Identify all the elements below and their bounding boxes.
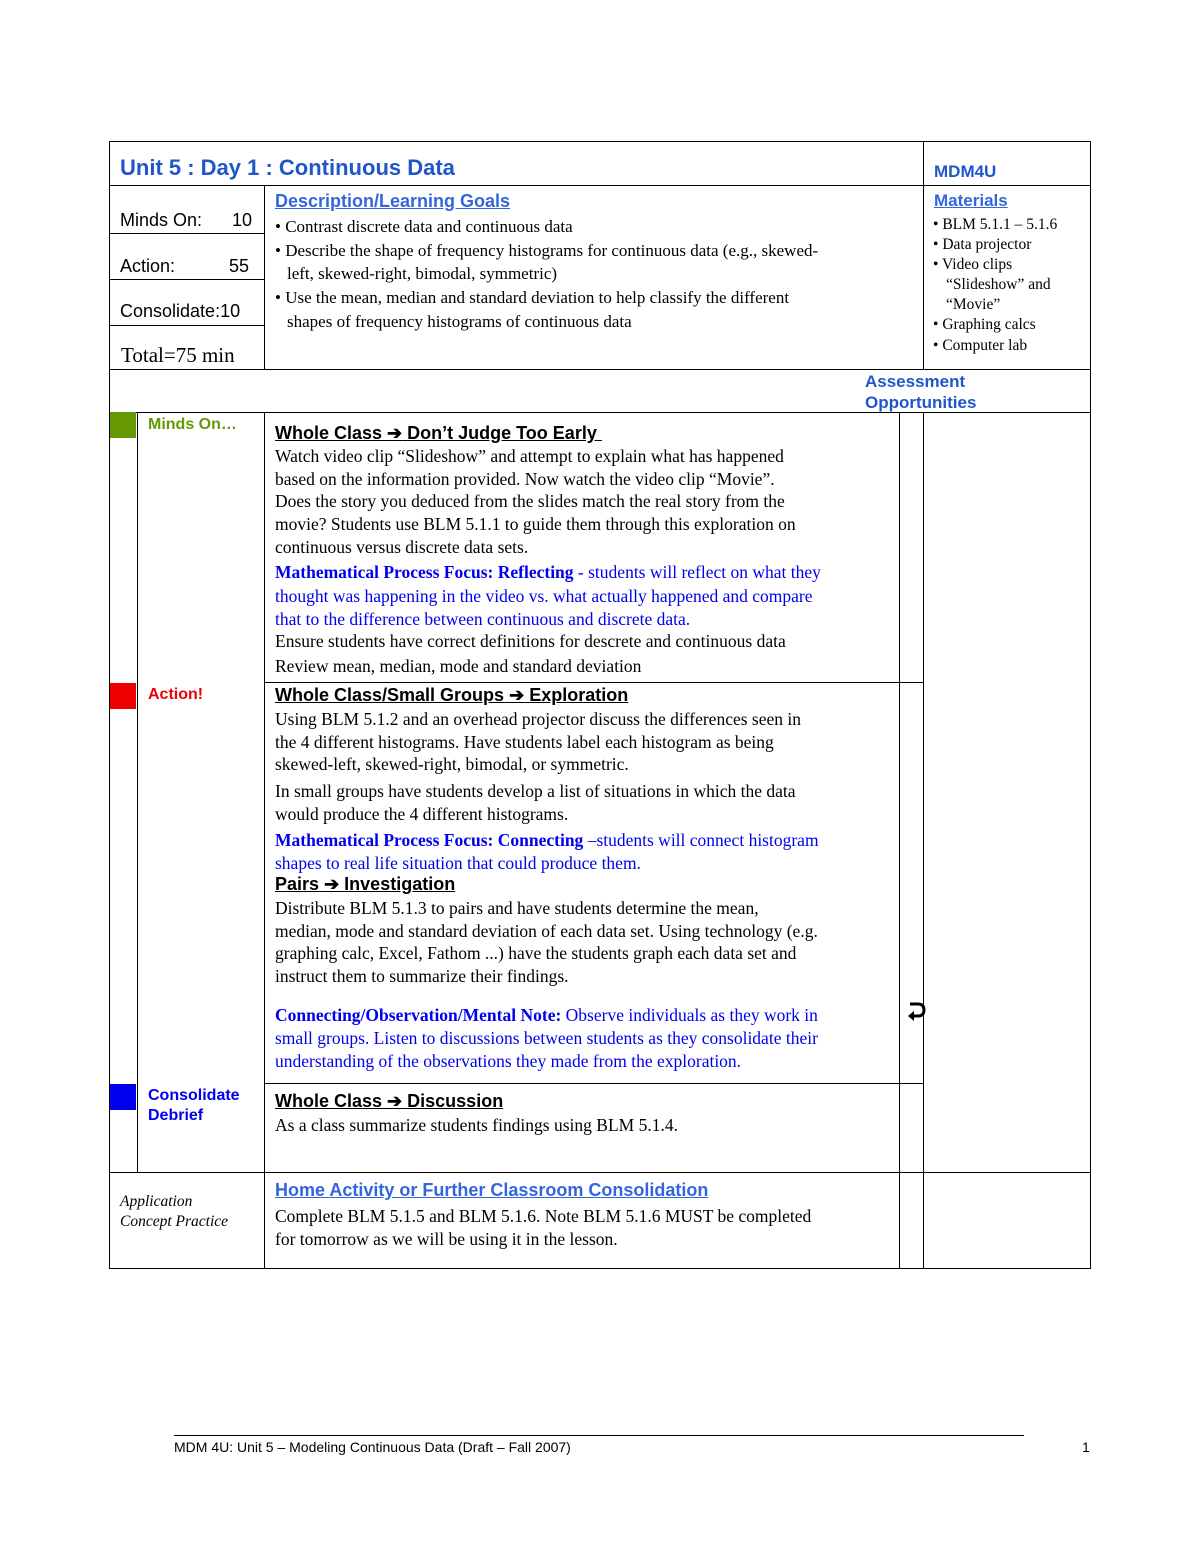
material-item: • Video clips: [933, 256, 1013, 273]
material-item: • Computer lab: [933, 337, 1028, 354]
goal-item-continued: left, skewed-right, bimodal, symmetric): [287, 264, 558, 283]
text-line: thought was happening in the video vs. what actually happened and compare: [275, 586, 813, 606]
action-label: Action!: [148, 686, 204, 703]
text-line: for tomorrow as we will be using it in the lesson.: [275, 1229, 618, 1249]
curved-arrow-icon: [905, 999, 929, 1025]
text-line: Ensure students have correct definitions for descrete and continuous data: [275, 631, 786, 651]
materials-heading: Materials: [934, 191, 1008, 210]
right-arrow-icon: ➔: [387, 423, 403, 443]
minds-on-time-label: Minds On:: [120, 210, 203, 230]
home-label: Application Concept Practice: [120, 1193, 229, 1230]
text-line: median, mode and standard deviation of each data set. Using technology (e.g.: [275, 921, 818, 941]
process-focus: Mathematical Process Focus: Connecting –students will connect histogram: [275, 830, 819, 850]
footer-text: MDM 4U: Unit 5 – Modeling Continuous Data (Draft – Fall 2007): [174, 1439, 571, 1455]
observation-note: Connecting/Observation/Mental Note: Observe individuals as they work in: [275, 1005, 818, 1025]
text-line: continuous versus discrete data sets.: [275, 537, 529, 557]
text-line: Review mean, median, mode and standard deviation: [275, 656, 642, 676]
text-line: that to the difference between continuous and discrete data.: [275, 609, 691, 629]
consolidate-heading: Whole Class ➔ Discussion: [275, 1091, 504, 1111]
material-item: • BLM 5.1.1 – 5.1.6: [933, 216, 1058, 233]
pairs-heading: Pairs ➔ Investigation: [275, 874, 456, 894]
goals-heading: Description/Learning Goals: [275, 191, 511, 211]
text-line: Distribute BLM 5.1.3 to pairs and have students determine the mean,: [275, 898, 759, 918]
right-arrow-icon: ➔: [324, 874, 340, 894]
material-item: • Graphing calcs: [933, 316, 1036, 333]
action-heading: Whole Class/Small Groups ➔ Exploration: [275, 685, 629, 705]
consolidate-time: Consolidate:10: [120, 301, 241, 321]
text-line: understanding of the observations they made from the exploration.: [275, 1051, 742, 1071]
text-line: skewed-left, skewed-right, bimodal, or symmetric.: [275, 754, 629, 774]
action-color-square: [110, 683, 136, 709]
action-time-value: 55: [229, 256, 250, 276]
text-line: Does the story you deduced from the slides match the real story from the: [275, 491, 785, 511]
text-line: small groups. Listen to discussions between students as they consolidate their: [275, 1028, 818, 1048]
material-item: • Data projector: [933, 236, 1032, 253]
text-line: Using BLM 5.1.2 and an overhead projector discuss the differences seen in: [275, 709, 801, 729]
text-line: movie? Students use BLM 5.1.1 to guide them through this exploration on: [275, 514, 796, 534]
goal-item-continued: shapes of frequency histograms of continuous data: [287, 312, 632, 331]
text-line: graphing calc, Excel, Fathom ...) have the students graph each data set and: [275, 943, 797, 963]
text-line: In small groups have students develop a list of situations in which the data: [275, 781, 796, 801]
text-line: Watch video clip “Slideshow” and attempt to explain what has happened: [275, 446, 784, 466]
consolidate-color-square: [110, 1084, 136, 1110]
text-line: shapes to real life situation that could produce them.: [275, 853, 641, 873]
home-heading: Home Activity or Further Classroom Consolidation: [275, 1180, 709, 1200]
total-time: Total=75 min: [121, 343, 235, 367]
minds-on-heading: Whole Class ➔ Don’t Judge Too Early: [275, 423, 597, 443]
material-item-continued: “Slideshow” and: [946, 276, 1051, 293]
goal-item: • Use the mean, median and standard deviation to help classify the different: [275, 288, 790, 307]
goal-item: • Describe the shape of frequency histograms for continuous data (e.g., skewed-: [275, 241, 819, 260]
consolidate-label: Consolidate Debrief: [148, 1087, 240, 1124]
minds-on-time-value: 10: [232, 210, 253, 230]
assessment-heading: Assessment Opportunities: [865, 372, 977, 412]
text-line: would produce the 4 different histograms.: [275, 804, 569, 824]
material-item-continued: “Movie”: [946, 296, 1001, 313]
text-line: instruct them to summarize their findings.: [275, 966, 569, 986]
right-arrow-icon: ➔: [509, 685, 525, 705]
minds-on-label: Minds On…: [148, 416, 237, 433]
text-line: Complete BLM 5.1.5 and BLM 5.1.6. Note BLM 5.1.6 MUST be completed: [275, 1206, 812, 1226]
action-time-label: Action:: [120, 256, 176, 276]
minds-on-color-square: [110, 412, 136, 438]
right-arrow-icon: ➔: [387, 1091, 403, 1111]
footer-rule: [174, 1435, 1024, 1436]
course-code: MDM4U: [934, 162, 997, 181]
page-title: Unit 5 : Day 1 : Continuous Data: [120, 155, 455, 180]
goal-item: • Contrast discrete data and continuous data: [275, 217, 573, 236]
process-focus: Mathematical Process Focus: Reflecting - students will reflect on what they: [275, 562, 821, 582]
page-number: 1: [1082, 1439, 1090, 1455]
text-line: based on the information provided. Now watch the video clip “Movie”.: [275, 469, 775, 489]
text-line: the 4 different histograms. Have students label each histogram as being: [275, 732, 774, 752]
text-line: As a class summarize students findings using BLM 5.1.4.: [275, 1115, 678, 1135]
